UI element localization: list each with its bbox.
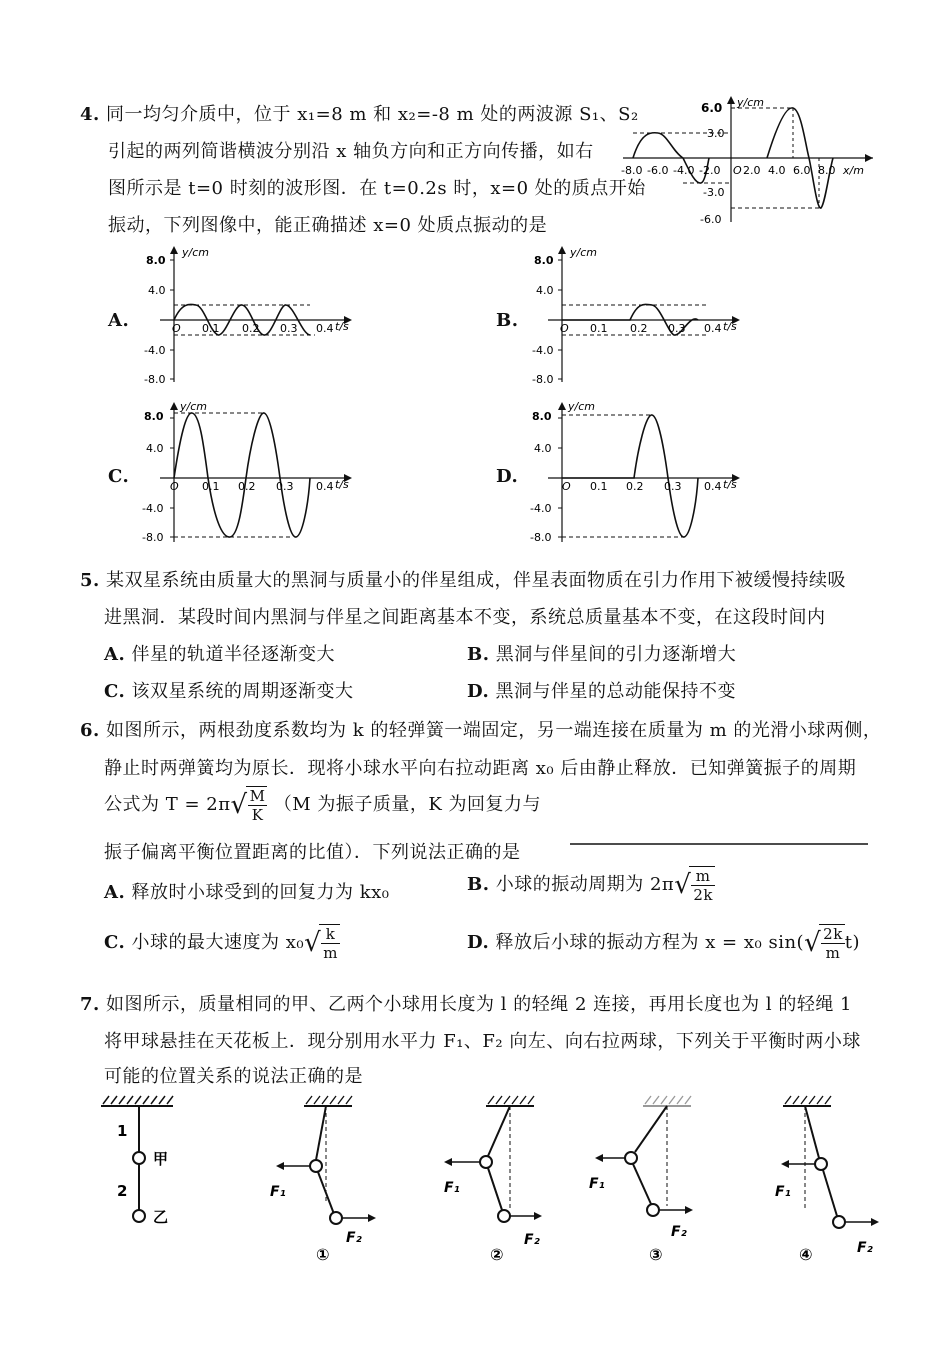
ball-yi-label: 乙	[153, 1208, 169, 1226]
q5-option-d-text: 黑洞与伴星的总动能保持不变	[495, 681, 736, 702]
graph-a-ytick-4: 4.0	[148, 284, 166, 297]
graph-d-curve	[562, 415, 698, 537]
q6-option-b[interactable]	[467, 866, 715, 904]
graph-b-origin: O	[560, 322, 569, 335]
wave-xtick-6: 6.0	[793, 164, 811, 177]
q4-option-b-graph[interactable]	[518, 242, 748, 388]
q6-formula-line	[104, 786, 541, 824]
case-4-f1-label: F₁	[775, 1184, 791, 1200]
wave-xtick-m4: -4.0	[673, 164, 695, 177]
wave-xtick-2: 2.0	[743, 164, 761, 177]
wave-xtick-m8: -8.0	[621, 164, 643, 177]
rope-2-label: 2	[117, 1182, 128, 1200]
q4-number: 4.	[80, 104, 100, 125]
case-2-f1-label: F₁	[444, 1180, 460, 1196]
q6-line-1	[80, 716, 881, 742]
q6-option-a[interactable]	[104, 878, 389, 904]
graph-c-ttick-4: 0.4	[316, 480, 334, 493]
q4-wave-figure	[615, 92, 880, 232]
wave-xtick-m6: -6.0	[647, 164, 669, 177]
graph-c-ytick-8: 8.0	[144, 410, 164, 423]
q5-option-c[interactable]	[104, 677, 354, 703]
q4-option-d-graph[interactable]	[518, 398, 748, 546]
graph-d-ylabel: y/cm	[568, 400, 595, 413]
graph-a-xlabel: t/s	[335, 320, 349, 333]
case-4-f2-label: F₂	[857, 1240, 873, 1256]
graph-c-ylabel: y/cm	[180, 400, 207, 413]
graph-d-ttick-3: 0.3	[664, 480, 682, 493]
wave-y-arrow	[727, 96, 735, 104]
graph-a-ytick-m8: -8.0	[144, 373, 166, 386]
graph-b-ttick-4: 0.4	[704, 322, 722, 335]
q6-number: 6.	[80, 720, 100, 741]
wave-xtick-8: 8.0	[818, 164, 836, 177]
q7-number: 7.	[80, 994, 100, 1015]
case-4-label: ④	[799, 1245, 813, 1262]
graph-b-ttick-2: 0.2	[630, 322, 648, 335]
graph-c-ytick-4: 4.0	[146, 442, 164, 455]
q6-text-2: 静止时两弹簧均为原长．现将小球水平向右拉动距离 x₀ 后由静止释放．已知弹簧振子的周期	[104, 758, 857, 779]
wave-ytick-3: 3.0	[707, 127, 725, 140]
graph-a-ytick-8: 8.0	[146, 254, 166, 267]
wave-ytick-m3: -3.0	[703, 186, 725, 199]
wave-ylabel: y/cm	[737, 96, 764, 109]
q7-reference-figure	[95, 1092, 195, 1232]
graph-c-xlabel: t/s	[335, 478, 349, 491]
q7-text-1: 如图所示，质量相同的甲、乙两个小球用长度为 l 的轻绳 2 连接，再用长度也为 l 的轻绳 1	[106, 994, 852, 1015]
q6-formula-den: K	[251, 806, 264, 824]
q6-option-d-num: 2k	[823, 925, 843, 943]
q5-option-c-label: C.	[104, 681, 126, 702]
graph-c-origin: O	[170, 480, 179, 493]
case-2-label: ②	[490, 1245, 504, 1262]
q7-case-2[interactable]	[428, 1092, 558, 1262]
q6-option-b-num: m	[691, 867, 715, 886]
graph-a-ttick-4: 0.4	[316, 322, 334, 335]
q6-formula-prefix: 公式为 T = 2π	[104, 794, 231, 815]
q6-formula-note: （M 为振子质量，K 为回复力与	[273, 794, 542, 815]
q6-option-d-den: m	[825, 944, 841, 962]
graph-d-ytick-8: 8.0	[532, 410, 552, 423]
q6-option-b-label: B.	[467, 874, 490, 895]
q4-option-c-graph[interactable]	[130, 398, 360, 546]
q5-number: 5.	[80, 570, 100, 591]
q5-option-a-label: A.	[104, 644, 126, 665]
graph-c-ytick-m4: -4.0	[142, 502, 164, 515]
q6-option-c-label: C.	[104, 932, 126, 953]
q4-option-a-label[interactable]: A.	[108, 310, 130, 331]
q6-formula-num: M	[249, 787, 266, 805]
q6-option-d-tail: t)	[844, 932, 861, 953]
q5-option-d[interactable]	[467, 677, 736, 703]
wave-xlabel: x/m	[843, 164, 864, 177]
sqrt-icon: √	[230, 790, 248, 820]
graph-b-xlabel: t/s	[723, 320, 737, 333]
q7-line-1	[80, 990, 852, 1016]
sqrt-icon: √	[804, 928, 822, 958]
q4-option-b-label[interactable]: B.	[496, 310, 519, 331]
q5-option-a-text: 伴星的轨道半径逐渐变大	[131, 644, 335, 665]
rope-1-label: 1	[117, 1122, 128, 1140]
case-2-f2-label: F₂	[524, 1232, 540, 1248]
graph-d-origin: O	[562, 480, 571, 493]
q6-option-d-label: D.	[467, 932, 490, 953]
graph-a-ttick-2: 0.2	[242, 322, 260, 335]
graph-d-ttick-4: 0.4	[704, 480, 722, 493]
graph-d-ytick-m4: -4.0	[530, 502, 552, 515]
graph-d-ttick-2: 0.2	[626, 480, 644, 493]
q4-text-1: 同一均匀介质中，位于 x₁=8 m 和 x₂=-8 m 处的两波源 S₁、S₂	[106, 104, 639, 125]
wave-xtick-m2: -2.0	[699, 164, 721, 177]
q6-spring-figure	[570, 838, 870, 852]
graph-d-xlabel: t/s	[723, 478, 737, 491]
q5-option-b-label: B.	[467, 644, 490, 665]
q6-option-b-text: 小球的振动周期为 2π	[495, 874, 675, 895]
q6-option-c-den: m	[323, 944, 338, 962]
graph-b-ytick-m8: -8.0	[532, 373, 554, 386]
q6-option-b-den: 2k	[693, 886, 713, 904]
graph-d-ytick-4: 4.0	[534, 442, 552, 455]
wave-x-arrow	[865, 154, 873, 162]
wave-ytick-m6: -6.0	[700, 213, 722, 226]
graph-a-origin: O	[172, 322, 181, 335]
q4-text-2: 引起的两列简谐横波分别沿 x 轴负方向和正方向传播，如右	[108, 141, 594, 162]
q7-case-3[interactable]	[585, 1092, 715, 1262]
q4-text-3: 图所示是 t=0 时刻的波形图．在 t=0.2s 时，x=0 处的质点开始	[108, 178, 646, 199]
q6-option-d-text: 释放后小球的振动方程为 x = x₀ sin(	[495, 932, 805, 953]
graph-d-ytick-m8: -8.0	[530, 531, 552, 544]
graph-b-ytick-m4: -4.0	[532, 344, 554, 357]
graph-a-ytick-m4: -4.0	[144, 344, 166, 357]
q7-text-2: 将甲球悬挂在天花板上．现分别用水平力 F₁、F₂ 向左、向右拉两球，下列关于平衡时两小球	[104, 1031, 861, 1052]
graph-c-curve	[174, 413, 310, 537]
q4-option-c-label[interactable]: C.	[108, 466, 130, 487]
q5-option-a[interactable]	[104, 640, 335, 666]
graph-a-ylabel: y/cm	[182, 246, 209, 259]
q7-case-1[interactable]	[260, 1092, 390, 1262]
q7-case-4[interactable]	[765, 1092, 895, 1262]
ball-yi	[133, 1210, 145, 1222]
sqrt-icon: √	[304, 928, 322, 958]
q6-text-1: 如图所示，两根劲度系数均为 k 的轻弹簧一端固定，另一端连接在质量为 m 的光滑小球两侧，	[106, 720, 882, 741]
graph-a-ttick-3: 0.3	[280, 322, 298, 335]
case-3-label: ③	[649, 1245, 663, 1262]
q4-text-4: 振动，下列图像中，能正确描述 x=0 处质点振动的是	[108, 215, 548, 236]
graph-d-ttick-1: 0.1	[590, 480, 608, 493]
q5-option-b-text: 黑洞与伴星间的引力逐渐增大	[495, 644, 737, 665]
q6-option-d[interactable]	[467, 924, 860, 962]
q4-line-1	[80, 100, 639, 126]
q6-option-c-num: k	[321, 925, 340, 944]
case-3-f2-label: F₂	[671, 1224, 687, 1240]
graph-c-ttick-2: 0.2	[238, 480, 256, 493]
graph-a-ttick-1: 0.1	[202, 322, 220, 335]
graph-b-ttick-3: 0.3	[668, 322, 686, 335]
q5-option-d-label: D.	[467, 681, 490, 702]
sqrt-icon: √	[674, 870, 692, 900]
case-1-f1-label: F₁	[270, 1184, 286, 1200]
case-1-label: ①	[316, 1245, 330, 1262]
q5-text-1: 某双星系统由质量大的黑洞与质量小的伴星组成，伴星表面物质在引力作用下被缓慢持续吸	[106, 570, 847, 591]
q5-text-2: 进黑洞．某段时间内黑洞与伴星之间距离基本不变，系统总质量基本不变，在这段时间内	[104, 607, 826, 628]
graph-c-ytick-m8: -8.0	[142, 531, 164, 544]
case-3-f1-label: F₁	[589, 1176, 605, 1192]
q7-text-3: 可能的位置关系的说法正确的是	[104, 1066, 363, 1087]
graph-b-ytick-8: 8.0	[534, 254, 554, 267]
graph-b-ttick-1: 0.1	[590, 322, 608, 335]
graph-b-ytick-4: 4.0	[536, 284, 554, 297]
q6-option-c-text: 小球的最大速度为 x₀	[131, 932, 305, 953]
graph-b-ylabel: y/cm	[570, 246, 597, 259]
ball-jia	[133, 1152, 145, 1164]
q6-option-a-text: 释放时小球受到的回复力为 kx₀	[131, 882, 390, 903]
graph-c-ttick-1: 0.1	[202, 480, 220, 493]
q4-option-a-graph[interactable]	[130, 242, 360, 388]
wave-origin: O	[733, 164, 742, 177]
wave-xtick-4: 4.0	[768, 164, 786, 177]
q4-option-d-label[interactable]: D.	[496, 466, 519, 487]
q6-option-c[interactable]	[104, 924, 340, 962]
wave-ytick-6: 6.0	[701, 101, 723, 115]
q5-line-1	[80, 566, 846, 592]
graph-c-ttick-3: 0.3	[276, 480, 294, 493]
ball-jia-label: 甲	[153, 1150, 169, 1168]
q6-option-a-label: A.	[104, 882, 126, 903]
q5-option-c-text: 该双星系统的周期逐渐变大	[131, 681, 354, 702]
q5-option-b[interactable]	[467, 640, 736, 666]
q6-text-4: 振子偏离平衡位置距离的比值）．下列说法正确的是	[104, 842, 521, 863]
case-1-f2-label: F₂	[346, 1230, 362, 1246]
